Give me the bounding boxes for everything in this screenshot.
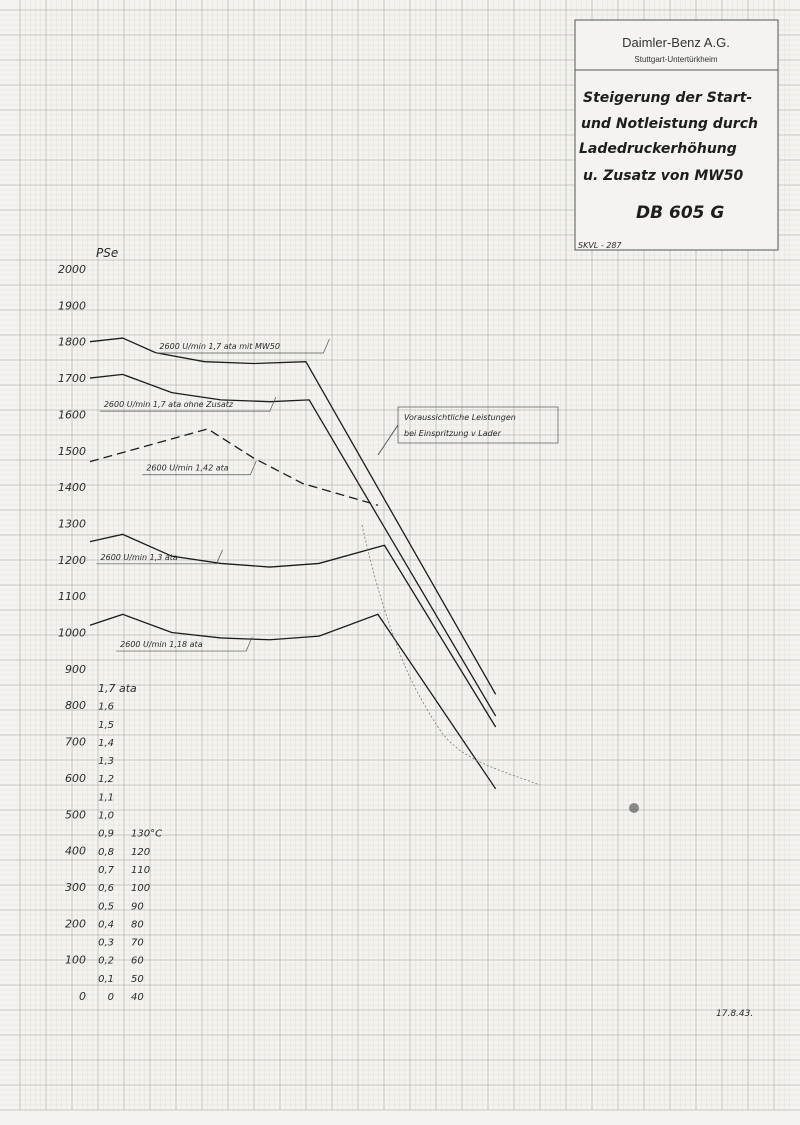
temperature-tick-label: 120 (131, 846, 151, 858)
title-line-4: u. Zusatz von MW50 (583, 168, 744, 184)
y-tick-label: 1500 (58, 444, 86, 458)
y-tick-label: 300 (65, 880, 86, 894)
ata-tick-label: 0,7 (98, 864, 114, 876)
y-tick-label: 1200 (58, 553, 86, 567)
series-label-5: 2600 U/min 1,18 ata (120, 640, 203, 650)
y-axis-label: PSe (96, 246, 119, 260)
temperature-tick-label: 100 (131, 883, 151, 895)
series-label-2: 2600 U/min 1,7 ata ohne Zusatz (103, 400, 234, 410)
y-tick-label: 1000 (58, 626, 86, 640)
temperature-tick-label: 40 (131, 992, 144, 1003)
temperature-tick-label: 70 (131, 937, 144, 949)
ata-tick-label: 1,4 (98, 737, 114, 749)
temperature-tick-label: 90 (131, 901, 144, 913)
y-tick-label: 1300 (58, 517, 86, 531)
ata-tick-label: 0,4 (98, 919, 114, 931)
y-tick-label: 800 (65, 699, 86, 713)
ata-tick-label: 0,8 (98, 846, 114, 858)
title-line-1: Steigerung der Start- (583, 90, 753, 106)
y-tick-label: 0 (79, 990, 86, 1003)
ata-tick-label: 0,3 (98, 937, 114, 949)
ata-tick-label: 0,5 (98, 901, 114, 913)
ata-tick-label: 1,5 (98, 719, 114, 731)
y-tick-label: 1700 (58, 372, 86, 386)
temperature-tick-label: 80 (131, 919, 144, 931)
y-tick-label: 700 (65, 735, 86, 749)
y-tick-label: 1600 (58, 408, 86, 422)
ata-tick-label: 0,6 (98, 883, 114, 895)
ata-tick-label: 1,3 (98, 756, 114, 768)
y-tick-label: 1800 (58, 335, 86, 349)
y-tick-label: 100 (65, 953, 86, 967)
annotation-line-1: Voraussichtliche Leistungen (404, 413, 516, 422)
y-tick-label: 500 (65, 808, 86, 822)
y-tick-label: 400 (65, 844, 86, 858)
y-tick-label: 1100 (58, 590, 86, 604)
company-location: Stuttgart-Untertürkheim (634, 55, 718, 64)
title-block (575, 20, 778, 250)
series-label-4: 2600 U/min 1,3 ata (100, 552, 178, 562)
y-tick-label: 1900 (58, 299, 86, 313)
ata-scale-title: 1,7 ata (98, 682, 137, 695)
annotation-line-2: bei Einspritzung v Lader (404, 429, 501, 438)
ata-tick-label: 1,6 (98, 701, 114, 713)
drawing-date: 17.8.43. (716, 1009, 754, 1019)
temperature-tick-label: 110 (131, 864, 151, 876)
y-tick-label: 1400 (58, 481, 86, 495)
temperature-tick-label: 50 (131, 973, 144, 985)
y-tick-label: 200 (65, 917, 86, 931)
series-label-1: 2600 U/min 1,7 ata mit MW50 (159, 341, 280, 351)
ata-tick-label: 1,0 (98, 810, 114, 822)
engine-designation: DB 605 G (636, 203, 725, 223)
ata-tick-label: 0,2 (98, 955, 114, 967)
drawing-reference: SKVL - 287 (578, 241, 622, 250)
y-tick-label: 2000 (58, 263, 86, 276)
title-line-3: Ladedruckerhöhung (579, 141, 737, 157)
y-tick-label: 900 (65, 662, 86, 676)
ata-tick-label: 0,9 (98, 828, 114, 840)
ata-tick-label: 0,1 (98, 973, 114, 985)
temperature-tick-label: 130°C (131, 828, 163, 840)
temperature-tick-label: 60 (131, 955, 144, 967)
company-name: Daimler-Benz A.G. (622, 35, 730, 50)
y-tick-label: 600 (65, 771, 86, 785)
series-label-3: 2600 U/min 1,42 ata (146, 463, 229, 473)
title-line-2: und Notleistung durch (581, 116, 758, 132)
ata-tick-label: 0 (107, 992, 114, 1003)
ink-stain (629, 803, 639, 813)
ata-tick-label: 1,2 (98, 774, 114, 786)
ata-tick-label: 1,1 (98, 792, 114, 804)
